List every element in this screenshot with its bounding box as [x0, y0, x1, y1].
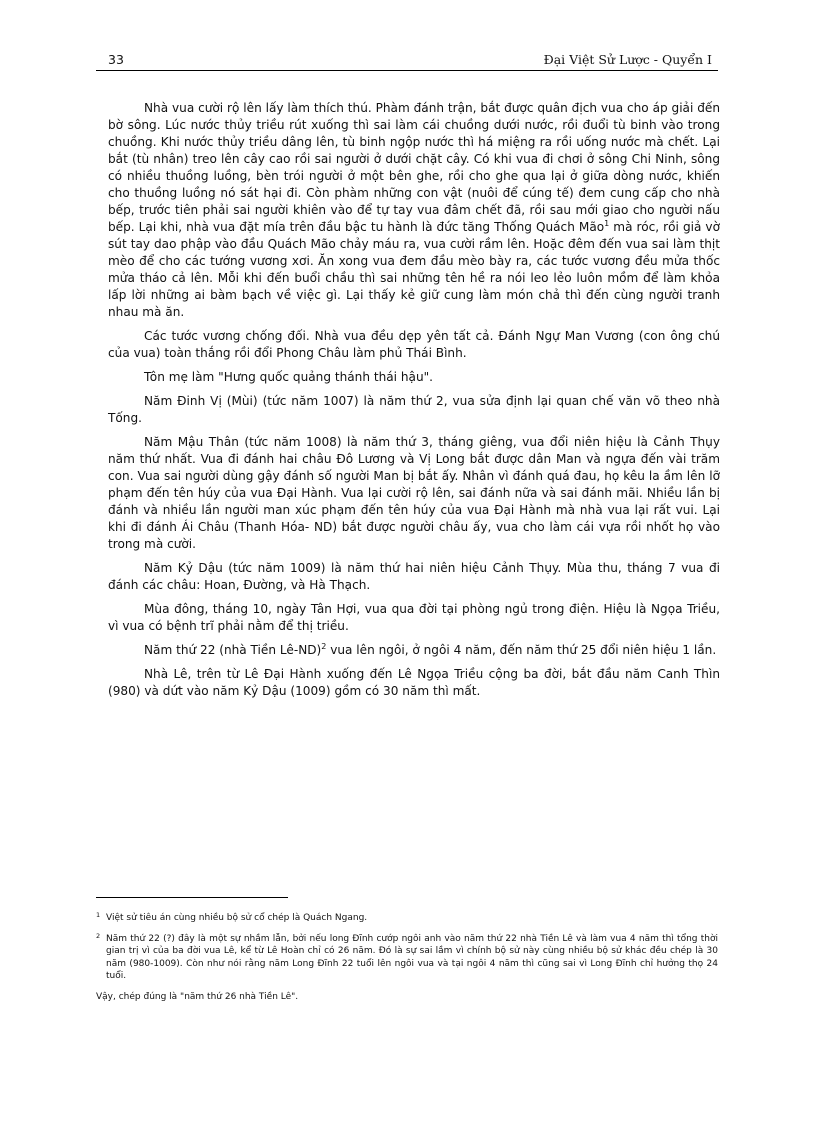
footnote-text: Năm thứ 22 (?) đây là một sự nhầm lẫn, bởi nếu long Đĩnh cướp ngôi anh vào năm thứ 22 nhà Tiền Lê và làm vua 4 năm thì tổng thời gian trị vì của ba đời vua Lê, kể từ Lê Hoàn chỉ có 26 năm. Đó là sự sai lầm vì chính bộ sử này cùng nhiều bộ sử khác đều chép là 30 năm (980-1009). Còn như nói rằng năm Long Đĩnh 22 tuổi lên ngôi vua và tại ngôi 4 năm thì cũng sai vì Long Đĩnh chỉ hưởng thọ 24 tuổi. — [106, 933, 718, 981]
footnotes — [96, 912, 718, 1003]
paragraph: Năm Mậu Thân (tức năm 1008) là năm thứ 3, tháng giêng, vua đổi niên hiệu là Cảnh Thụy năm thứ nhất. Vua đi đánh hai châu Đô Lương và Vị Long bắt được dân Man và ngựa đến vài trăm con. Vua sai người dùng gậy đánh số người Man bị bắt ấy. Nhân vì đánh quá đau, họ kêu la ầm lên lỡ phạm đến tên húy của vua Đại Hành. Vua lại cười rộ lên, sai đánh nữa và sai đánh mãi. Nhiều lần bị đánh và nhiều lần người man xúc phạm đến tên húy của vua Đại Hành mà nhà vua lại rất vui. Lại khi đi đánh Ái Châu (Thanh Hóa- ND) bắt được người châu ấy, vua cho làm cái vựa rồi nhốt họ vào trong mà cười. — [108, 435, 720, 551]
paragraph: Năm Đinh Vị (Mùi) (tức năm 1007) là năm thứ 2, vua sửa định lại quan chế văn võ theo nhà Tống. — [108, 394, 720, 425]
footnote-ref[interactable]: 1 — [604, 218, 610, 228]
paragraph: Mùa đông, tháng 10, ngày Tân Hợi, vua qua đời tại phòng ngủ trong điện. Hiệu là Ngọa Triều, vì vua có bệnh trĩ phải nằm để thị triều. — [108, 602, 720, 633]
paragraph: Năm Kỷ Dậu (tức năm 1009) là năm thứ hai niên hiệu Cảnh Thụy. Mùa thu, tháng 7 vua đi đánh các châu: Hoan, Đường, và Hà Thạch. — [108, 561, 720, 592]
paragraph: Nhà vua cười rộ lên lấy làm thích thú. Phàm đánh trận, bắt được quân địch vua cho áp giải đến bờ sông. Lúc nước thủy triều rút xuống thì sai làm cái chuồng dưới nước, rồi đuổi tù binh vào trong chuồng. Khi nước thủy triều dâng lên, tù binh ngộp nước thì há miệng ra rồi uống nước mà chết. Lại bắt (tù nhân) treo lên cây cao rồi sai người ở dưới chặt cây. Có khi vua đi chơi ở sông Chi Ninh, sông có nhiều thuồng luồng, bèn trói người ở một bên ghe, rồi cho ghe qua lại ở giữa dòng nước, khiến cho thuồng luồng nó sát hại đi. Còn phàm những con vật (nuôi để cúng tế) đem cung cấp cho nhà bếp, trước tiên phải sai người khiên vào để tự tay vua đâm chết đã, rồi sau mới giao cho người nấu bếp. Lại khi, nhà vua đặt mía trên đầu bậc tu hành là đức tăng Thống Quách Mão$^1$ mà róc, rồi giả vờ sút tay dao phập vào đầu Quách Mão chảy máu ra, vua cười rầm lên. Hoặc đêm đến vua sai làm thịt mèo để cho các tướng vương xơi. Ăn xong vua đem đầu mèo bày ra, các tước vương đều mửa thốc mửa tháo cả lên. Mỗi khi đến buổi chầu thì sai những tên hề ra nói leo lẻo luôn mồm để làm khỏa lấp lời những ai bàm bạch về việc gì. Lại thấy kẻ giữ cung làm món chả thì đến cùng người tranh nhau mà ăn. — [108, 101, 720, 319]
paragraph: Tôn mẹ làm "Hưng quốc quảng thánh thái hậu". — [144, 370, 434, 384]
paragraph: Các tước vương chống đối. Nhà vua đều dẹp yên tất cả. Đánh Ngự Man Vương (con ông chú của vua) toàn thắng rồi đổi Phong Châu làm phủ Thái Bình. — [108, 329, 720, 360]
page-number: 33 — [108, 52, 124, 67]
footnote-mark: 1 — [96, 911, 101, 919]
footnote-ref[interactable]: 2 — [321, 641, 327, 651]
footnote — [96, 912, 718, 925]
footnote — [96, 933, 718, 983]
footnote-separator — [96, 897, 288, 898]
footnote-mark: 2 — [96, 931, 101, 940]
page-header — [96, 52, 718, 71]
paragraph: Nhà Lê, trên từ Lê Đại Hành xuống đến Lê Ngọa Triều cộng ba đời, bắt đầu năm Canh Thìn (980) và dứt vào năm Kỷ Dậu (1009) gồm có 30 năm thì mất. — [108, 667, 720, 698]
paragraph: Năm thứ 22 (nhà Tiền Lê-ND)$^2$ vua lên ngôi, ở ngôi 4 năm, đến năm thứ 25 đổi niên hiệu 1 lần. — [144, 641, 717, 657]
book-title: Đại Việt Sử Lược - Quyển I — [543, 52, 712, 67]
footnote-tail: Vậy, chép đúng là "năm thứ 26 nhà Tiền Lê". — [96, 991, 299, 1002]
footnote-text: Việt sử tiêu án cùng nhiều bộ sử cổ chép là Quách Ngang. — [106, 913, 368, 923]
main-text — [108, 100, 720, 707]
